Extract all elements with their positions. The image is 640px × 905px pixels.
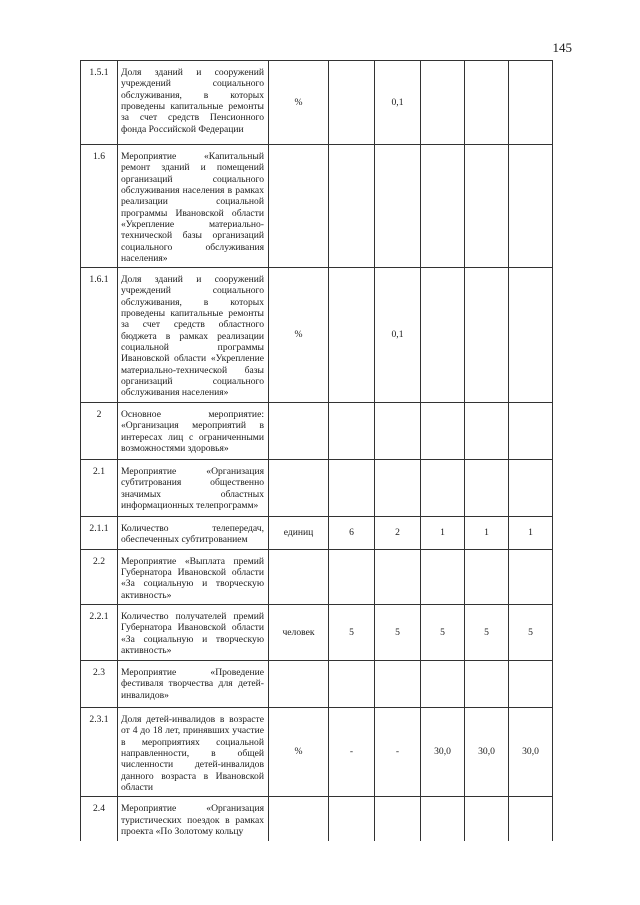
indicators-table (80, 60, 553, 841)
value-cell-4 (465, 549, 509, 604)
value-cell-5 (509, 145, 553, 268)
value-cell-3 (421, 145, 465, 268)
description-cell: Доля зданий и сооружений учреждений социального обслуживания, в которых проведены капитальные ремонты за счет средств Пенсионного фонда Российской Федерации (118, 61, 269, 145)
description-cell: Доля детей-инвалидов в возрасте от 4 до 18 лет, принявших участие в мероприятиях социальной направленности, в общей численности детей-инвалидов данного возраста в Ивановской области (118, 708, 269, 797)
value-cell-5: 1 (509, 517, 553, 550)
value-cell-1 (329, 403, 375, 460)
value-cell-5 (509, 661, 553, 708)
value-cell-4 (465, 661, 509, 708)
value-cell-1 (329, 797, 375, 841)
table-row (81, 268, 553, 403)
value-cell-1: 6 (329, 517, 375, 550)
unit-cell (269, 661, 329, 708)
row-number-cell: 2.2 (81, 549, 118, 604)
table-row (81, 61, 553, 145)
table-row (81, 460, 553, 517)
value-cell-4 (465, 61, 509, 145)
value-cell-4 (465, 797, 509, 841)
description-cell: Мероприятие «Выплата премий Губернатора Ивановской области «За социальную и творческую активность» (118, 549, 269, 604)
unit-cell: % (269, 708, 329, 797)
description-cell: Доля зданий и сооружений учреждений социального обслуживания, в которых проведены капитальные ремонты за счет средств областного бюджета в рамках реализации социальной программы Ивановской области «Укрепление материально-технической базы организаций социального обслуживания населения» (118, 268, 269, 403)
value-cell-3 (421, 403, 465, 460)
value-cell-4: 5 (465, 605, 509, 661)
value-cell-2: 0,1 (375, 268, 421, 403)
unit-cell (269, 549, 329, 604)
value-cell-1: - (329, 708, 375, 797)
value-cell-1 (329, 268, 375, 403)
value-cell-2: 5 (375, 605, 421, 661)
unit-cell: % (269, 61, 329, 145)
description-cell: Мероприятие «Организация туристических поездок в рамках проекта «По Золотому кольцу (118, 797, 269, 841)
value-cell-1 (329, 549, 375, 604)
row-number-cell: 2.2.1 (81, 605, 118, 661)
unit-cell (269, 797, 329, 841)
description-cell: Количество получателей премий Губернатора Ивановской области «За социальную и творческую активность» (118, 605, 269, 661)
value-cell-3: 30,0 (421, 708, 465, 797)
value-cell-1 (329, 145, 375, 268)
value-cell-2 (375, 661, 421, 708)
value-cell-1 (329, 61, 375, 145)
row-number-cell: 2.1 (81, 460, 118, 517)
value-cell-5: 5 (509, 605, 553, 661)
value-cell-2: - (375, 708, 421, 797)
value-cell-2 (375, 549, 421, 604)
value-cell-1 (329, 460, 375, 517)
value-cell-4 (465, 460, 509, 517)
value-cell-5 (509, 549, 553, 604)
table-row (81, 145, 553, 268)
value-cell-2 (375, 145, 421, 268)
value-cell-4 (465, 145, 509, 268)
row-number-cell: 1.5.1 (81, 61, 118, 145)
table-row (81, 797, 553, 841)
value-cell-5 (509, 403, 553, 460)
value-cell-3: 1 (421, 517, 465, 550)
value-cell-3 (421, 549, 465, 604)
value-cell-5 (509, 797, 553, 841)
value-cell-5: 30,0 (509, 708, 553, 797)
value-cell-1: 5 (329, 605, 375, 661)
value-cell-3 (421, 61, 465, 145)
row-number-cell: 2.3.1 (81, 708, 118, 797)
value-cell-3: 5 (421, 605, 465, 661)
row-number-cell: 2 (81, 403, 118, 460)
table-row (81, 403, 553, 460)
value-cell-1 (329, 661, 375, 708)
row-number-cell: 2.4 (81, 797, 118, 841)
row-number-cell: 2.3 (81, 661, 118, 708)
unit-cell: человек (269, 605, 329, 661)
value-cell-2 (375, 403, 421, 460)
value-cell-5 (509, 61, 553, 145)
value-cell-4: 1 (465, 517, 509, 550)
value-cell-2: 2 (375, 517, 421, 550)
page-number: 145 (552, 40, 572, 55)
value-cell-2: 0,1 (375, 61, 421, 145)
description-cell: Мероприятие «Проведение фестиваля творчества для детей-инвалидов» (118, 661, 269, 708)
description-cell: Мероприятие «Организация субтитрования общественно значимых областных информационных телепрограмм» (118, 460, 269, 517)
description-cell: Количество телепередач, обеспеченных субтитрованием (118, 517, 269, 550)
value-cell-2 (375, 460, 421, 517)
value-cell-4 (465, 403, 509, 460)
unit-cell (269, 145, 329, 268)
value-cell-5 (509, 460, 553, 517)
value-cell-3 (421, 268, 465, 403)
table-row (81, 517, 553, 550)
value-cell-3 (421, 661, 465, 708)
unit-cell: единиц (269, 517, 329, 550)
value-cell-4 (465, 268, 509, 403)
unit-cell (269, 403, 329, 460)
table-row (81, 661, 553, 708)
row-number-cell: 1.6 (81, 145, 118, 268)
description-cell: Мероприятие «Капитальный ремонт зданий и помещений организаций социального обслуживания населения в рамках реализации социальной программы Ивановской области «Укрепление материально-технической базы организаций социального обслуживания населения» (118, 145, 269, 268)
value-cell-4: 30,0 (465, 708, 509, 797)
description-cell: Основное мероприятие: «Организация мероприятий в интересах лиц с ограниченными возможностями здоровья» (118, 403, 269, 460)
table-row (81, 708, 553, 797)
unit-cell (269, 460, 329, 517)
value-cell-2 (375, 797, 421, 841)
row-number-cell: 2.1.1 (81, 517, 118, 550)
value-cell-5 (509, 268, 553, 403)
row-number-cell: 1.6.1 (81, 268, 118, 403)
table-row (81, 605, 553, 661)
unit-cell: % (269, 268, 329, 403)
value-cell-3 (421, 460, 465, 517)
value-cell-3 (421, 797, 465, 841)
table-row (81, 549, 553, 604)
